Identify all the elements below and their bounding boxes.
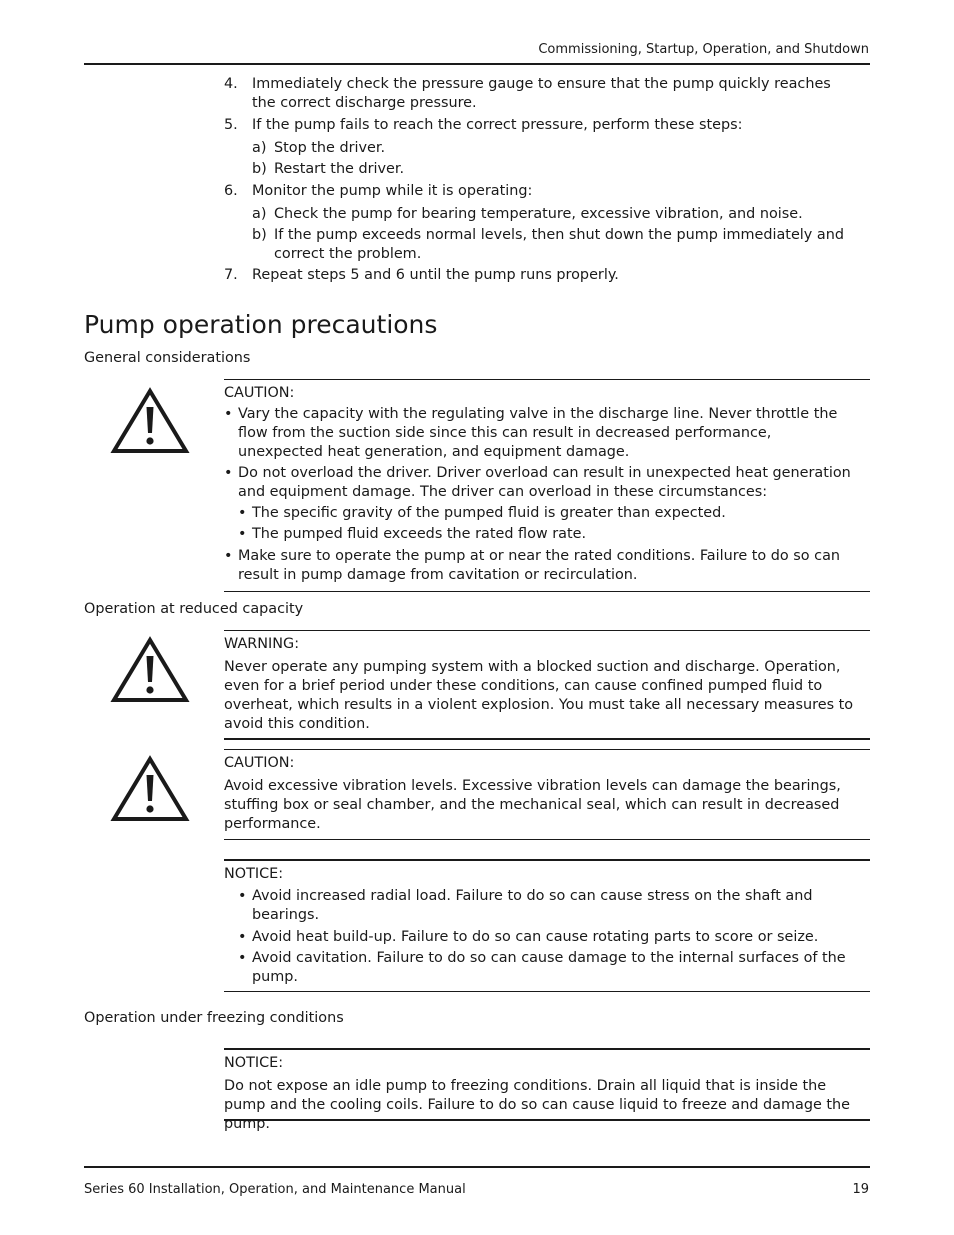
substep-letter: b) — [252, 227, 267, 243]
warning-label: WARNING: — [224, 636, 300, 652]
warning-triangle-icon — [110, 636, 190, 704]
notice-label: NOTICE: — [224, 866, 284, 882]
caution-box-general — [224, 379, 870, 592]
step-text: Immediately check the pressure gauge to ensure that the pump quickly reaches the correct discharge pressure. — [252, 76, 831, 111]
step-number: 7. — [224, 267, 238, 283]
bullet-item: • Do not overload the driver. Driver overload can result in unexpected heat generation and equipment damage. The driver can overload in these circumstances: — [224, 464, 854, 502]
heading-freezing-conditions: Operation under freezing conditions — [84, 1010, 344, 1026]
step-text: If the pump fails to reach the correct pressure, perform these steps: — [252, 117, 743, 133]
substep-6b — [252, 226, 854, 264]
substep-letter: a) — [252, 140, 267, 156]
warning-box-reduced — [224, 630, 870, 740]
bullet-item: • Avoid heat build-up. Failure to do so can cause rotating parts to score or seize. — [238, 928, 854, 947]
notice-text: Do not expose an idle pump to freezing conditions. Drain all liquid that is inside the pump and the cooling coils. Failure to do so can cause liquid to freeze and damage the pump. — [224, 1078, 851, 1132]
step-6 — [224, 182, 854, 201]
substep-6a — [252, 205, 854, 224]
substep-text: If the pump exceeds normal levels, then shut down the pump immediately and correct the problem. — [274, 227, 844, 262]
step-number: 5. — [224, 117, 238, 133]
substep-letter: b) — [252, 161, 267, 177]
notice-label: NOTICE: — [224, 1055, 284, 1071]
notice-box-freezing — [224, 1048, 870, 1132]
footer-rule — [84, 1166, 870, 1168]
substep-5b — [252, 160, 854, 179]
step-number: 4. — [224, 76, 238, 92]
section-title: Pump operation precautions — [84, 310, 438, 339]
step-7 — [224, 266, 854, 285]
substep-text: Restart the driver. — [274, 161, 405, 177]
substep-5a — [252, 139, 854, 158]
header-rule — [84, 63, 870, 65]
caution-text: Avoid excessive vibration levels. Excessive vibration levels can damage the bearings, stuffing box or seal chamber, and the mechanical seal, which can result in decreased performance. — [224, 778, 841, 832]
step-5 — [224, 116, 854, 135]
bullet-item: • Avoid increased radial load. Failure to do so can cause stress on the shaft and bearings. — [238, 887, 854, 925]
steps-list — [224, 75, 854, 285]
footer-manual-title: Series 60 Installation, Operation, and Maintenance Manual — [84, 1182, 466, 1197]
step-4 — [224, 75, 854, 113]
warning-triangle-icon — [110, 387, 190, 455]
sub-bullet-item: • The pumped fluid exceeds the rated flow rate. — [238, 525, 854, 544]
warning-triangle-icon — [110, 755, 190, 823]
heading-general-considerations: General considerations — [84, 350, 251, 366]
step-text: Monitor the pump while it is operating: — [252, 183, 533, 199]
page-number: 19 — [852, 1182, 869, 1197]
heading-reduced-capacity: Operation at reduced capacity — [84, 601, 304, 617]
bullet-item: • Make sure to operate the pump at or near the rated conditions. Failure to do so can result in pump damage from cavitation or recirculation. — [224, 547, 854, 585]
substep-text: Check the pump for bearing temperature, excessive vibration, and noise. — [274, 206, 803, 222]
notice-box-reduced — [224, 859, 870, 992]
substep-letter: a) — [252, 206, 267, 222]
caution-box-vibration — [224, 749, 870, 840]
running-header: Commissioning, Startup, Operation, and Shutdown — [538, 42, 869, 57]
sub-bullet-item: • The specific gravity of the pumped fluid is greater than expected. — [238, 504, 854, 523]
bullet-item: • Vary the capacity with the regulating valve in the discharge line. Never throttle the flow from the suction side since this can result in decreased performance, unexpected heat generation, and equipment damage. — [224, 405, 854, 462]
step-text: Repeat steps 5 and 6 until the pump runs properly. — [252, 267, 619, 283]
caution-label: CAUTION: — [224, 385, 295, 401]
caution-label: CAUTION: — [224, 755, 295, 771]
step-number: 6. — [224, 183, 238, 199]
warning-text: Never operate any pumping system with a blocked suction and discharge. Operation, even for a brief period under these conditions, can cause confined pumped fluid to overheat, which results in a violent explosion. You must take all necessary measures to avoid this condition. — [224, 659, 854, 732]
bullet-item: • Avoid cavitation. Failure to do so can cause damage to the internal surfaces of the pump. — [238, 949, 854, 987]
substep-text: Stop the driver. — [274, 140, 386, 156]
